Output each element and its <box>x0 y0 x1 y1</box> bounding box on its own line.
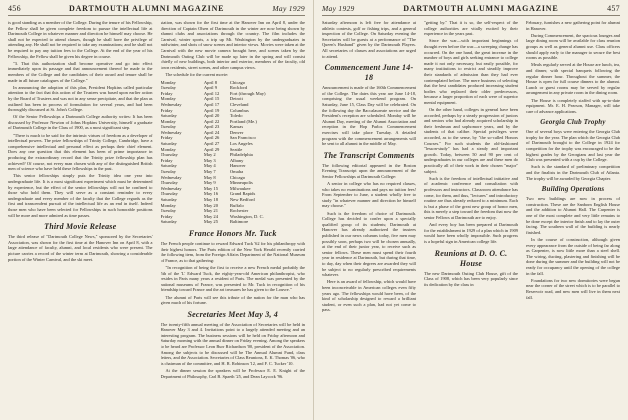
schedule-day: Wednesday <box>160 101 182 107</box>
schedule-city: San Francisco <box>229 135 256 141</box>
paragraph: And every boy has been prepared at Dartmouth for the establishment in 1929 of a plan which in 1909 would have been wholly impossible. Such progress is a hopeful sign in American college life. <box>424 222 518 244</box>
heading-secretaries: Secretaries Meet May 3, 4 <box>187 309 279 319</box>
right-running-head <box>322 4 620 16</box>
schedule-city: Washington, D. C. <box>229 213 264 219</box>
heading-reunions: Reunions at D. O. C. House <box>434 248 508 268</box>
schedule-date: April 8 <box>203 79 217 85</box>
paragraph: On the other hand, colleges in general have been accorded, perhaps by a steady progression of juniors and seniors who had already acquired scholarship in their freshman and sophomore years, and by the students of that calibre. Special privileges were accorded, as to the sense, by "the so-called Honors Courses." For such students the old-fashioned "lesson-study" has had a steady and important growth. Today, between 50 and 90 per cent of undergraduates in our colleges are and these men do practically all of their work in their chosen "major" subject. <box>424 107 518 174</box>
schedule-day: Thursday <box>160 152 178 158</box>
schedule-city: Fort (through May) <box>229 90 266 96</box>
heading-france-honors: France Honors Mr. Tuck <box>188 228 277 238</box>
paragraph: "getting by." That it is so, the self-respect of the college authorities are vitally excited by their experience in the years past. <box>424 20 518 37</box>
schedule-day: Wednesday <box>160 174 182 180</box>
paragraph: Such is the freedom of intellectual initiative and of academic conference and consultation with professors and instructors. Classroom attendance has come, for them, and thus, "lectures" and introductory routine are thus already reduced to a minimum. Each is but a phase of the great new group of honor men, this is merely a step toward the freedom that now the senior Fellows at Dartmouth are to enjoy. <box>424 175 518 220</box>
schedule-day: Monday <box>160 96 176 102</box>
schedule-day: Friday <box>160 90 173 96</box>
schedule-date: April 23 <box>203 124 220 130</box>
schedule-city: Toledo <box>229 113 243 119</box>
left-page-number: 456 <box>8 4 21 13</box>
schedule-day: Thursday <box>160 180 178 186</box>
schedule-date: May 20 <box>203 202 219 208</box>
schedule-date: May 16 <box>203 191 219 197</box>
right-page <box>314 0 628 420</box>
schedule-date: April 17 <box>203 101 220 107</box>
schedule-city: Chicago <box>229 174 246 180</box>
left-running-date: May 1929 <box>272 4 305 13</box>
paragraph: The following editorial appeared in the Boston Evening Transcript upon the announcement of the Senior Fellowships at Dartmouth College: <box>322 162 416 179</box>
schedule-date: April 20 <box>203 113 220 119</box>
schedule-day: Saturday <box>160 141 177 147</box>
schedule-city: Kansas <box>229 124 244 130</box>
paragraph: During Commencement, the spacious lounges and large dining room will be available for class reunion groups as well as general alumni use. Class officers should apply early to the manager to secure the best rooms as possible. <box>526 32 620 61</box>
paragraph: Such is the freedom of choice of Dartmouth. College has decided to confer upon a specially qualified group of its students; Dartmouth at Hanover has already authorized the trustees published in our news columns today, five men may possibly soon, perhaps two will be chosen annually, at the end of their junior year, to receive such as senior fellows. These men must spend their fourth year in residence at Dartmouth, but during that time, to day, day when their degrees are awarded they will be subject to no regularly prescribed requirements whatever. <box>322 210 416 278</box>
schedule-city: Milwaukee <box>229 185 251 191</box>
schedule-day: Saturday <box>160 197 177 202</box>
schedule-city: New Bedford <box>229 197 255 202</box>
paragraph: "3. That this authorization shall become operative and go into effect immediately upon its passage and that announcement thereof be made to the members of the College and the candidates of their award and tenure shall be made in all future catalogues of the College." <box>8 60 153 83</box>
left-columns <box>8 20 305 418</box>
paragraph: Foundations for two new dormitories were begun near the corner of the street which is to be parallel to Reservoir road, and new men will live in them next fall. <box>526 277 620 300</box>
schedule-day: Friday <box>160 107 173 113</box>
schedule-day: Thursday <box>160 191 178 197</box>
paragraph: February, furnishes a new gathering point for alumni in Hanover. <box>526 20 620 31</box>
paragraph: At the dinner session the speakers will be Professor E. E. Knight of the Department of Philosophy, Carl B. Spaeth '25, and Dean Laycock '96. <box>160 368 305 379</box>
schedule-city: Los Angeles <box>229 141 253 147</box>
schedule-date: April 9 <box>203 85 217 91</box>
schedule-intro: The schedule for the current movie: <box>165 71 229 77</box>
paragraph: The twenty-fifth annual meeting of the Association of Secretaries will be held in Hanover May 3 and 4. Invitations point to a largely attended meeting and an interesting program. The business sessions will be held on Friday afternoon and Saturday morning with the annual dinner on Friday evening. Among the speakers to be heard are Professor Leon Burr Richardson '00, president of the Association. Among the subjects to be discussed will be The Annual Alumni Fund, class letters, and the Association. Secretaries of Class Reunions, E. K. Thomas '06, who is chairman of the committee, and H. R. Robinson '12, and F. C. Tucker '10. <box>160 321 305 366</box>
paragraph: "In recognition of being the first to receive a new French medal probably the 5th of the 'L' Edward Tuck, the eighty-year-old American philanthropist, who resides in Paris many years a resident of Paris. The medal was presented by the national museums of France, was presented to Mr. Tuck in recognition of his friendship toward France and the art treasures he has given to the Louvre." <box>160 264 305 293</box>
heading-building: Building Operations <box>541 185 605 194</box>
schedule-date: May 18 <box>203 197 219 202</box>
heading-commencement: Commencement June 14-18 <box>324 63 414 83</box>
schedule-city: Buffalo <box>229 202 244 208</box>
schedule-date: April 19 <box>203 107 220 113</box>
schedule-date: May 24 <box>203 213 219 219</box>
left-column-1 <box>8 20 153 418</box>
schedule-date: May 25 <box>203 219 219 225</box>
left-column-2 <box>161 20 306 418</box>
schedule-day: Saturday <box>160 219 177 225</box>
schedule-city: Rochester <box>229 208 249 214</box>
schedule-day: Tuesday <box>160 169 176 175</box>
right-page-number: 457 <box>607 4 620 13</box>
schedule-city: Denver <box>229 129 244 135</box>
schedule-day: Saturday <box>160 163 177 169</box>
paragraph: The House is completely staffed with up-to-date equipment. Mr. E. H. Pearson, Manager, will take care of advance applications. <box>526 97 620 114</box>
schedule-date: May 15 <box>203 185 219 191</box>
schedule-date: May 8 <box>203 174 216 180</box>
right-columns <box>322 20 620 418</box>
heading-third-movie: Third Movie Release <box>44 222 117 232</box>
schedule-city: Omaha <box>229 169 244 175</box>
schedule-date: May 4 <box>203 163 216 169</box>
right-column-2 <box>424 20 518 418</box>
schedule-date: April 29 <box>203 146 220 152</box>
schedule-day: Tuesday <box>160 85 176 91</box>
right-running-title: DARTMOUTH ALUMNI MAGAZINE <box>403 4 559 13</box>
schedule-date: April 26 <box>203 135 220 141</box>
schedule-day: Monday <box>160 146 176 152</box>
paragraph: Here is an award of fellowship, which would have been inconceivable in American colleges even fifty years ago. The fellowships would have been, of the kind of scholarship designed to reward a brilliant student, or even such a plan, had not yet come to pass. <box>322 279 416 313</box>
heading-transcript: The Transcript Comments <box>323 150 415 160</box>
schedule-city: Philadelphia <box>229 152 253 158</box>
schedule-day: Friday <box>160 213 173 219</box>
schedule-day: Saturday <box>160 113 177 119</box>
schedule-city: Grand Rapids <box>229 191 256 197</box>
schedule-city: Detroit <box>229 96 243 102</box>
paragraph: A senior in college who has no required classes, who takes no examinations and pays no tuition fees! From September to June, a student wholly free to study "in whatever manner and direction he himself may choose." <box>322 181 416 209</box>
schedule-date: May 9 <box>203 180 216 186</box>
right-column-1 <box>322 20 416 418</box>
left-running-title: DARTMOUTH ALUMNI MAGAZINE <box>69 4 225 13</box>
schedule-city: Portland (Me.) <box>229 118 257 124</box>
heading-georgia: Georgia Club Trophy <box>540 118 606 127</box>
schedule-table <box>161 80 306 225</box>
schedule-day: Wednesday <box>160 129 182 135</box>
schedule-day: Wednesday <box>160 185 182 191</box>
paragraph: The alumni of Paris will see this tribute of the nation for the man who has given much of his fortune. <box>160 294 305 306</box>
schedule-row <box>161 219 306 225</box>
paragraph: One of several boys were entering the Georgia Club trophy for the year. The plan which the Georgia Club of Dartmouth brought to the College in 1924 for competition for the trophy was encouraged to be the highest grades by the Georgians and last year the Club was presented with a cup by the College. <box>526 129 620 163</box>
paragraph: Announcement is made of the 160th Commencement of the College. The dates this year are June 14-18, comprising the usual weekend program. On Saturday, June 15, Class Day will be celebrated. On the following day the Baccalaureate service and the President's reception are scheduled. Monday will be Alumni Day, meeting of the Alumni Association and reception in the Hop Parlor. Commencement exercises will take place Tuesday. A detailed program with the commencement arrangements will be sent to all alumni in the middle of May. <box>322 85 416 147</box>
schedule-city: Albany <box>229 157 244 163</box>
paragraph: station, was shown for the first time at the Hanover Inn on April 8, under the direction of Captain Olsen of Dartmouth in the winter are now being shown by alumni clubs and associations through the country. The film includes the Carnival, winter sports, a trip up Mt. Washington by the undergraduates in midwinter, and shots of snow scenes and interior views. Movies were taken at the Carnival with the new movie camera brought here, and scenes taken by the Dartmouth Outing Club will be made up later in the spring and will consist chiefly of new buildings, both interior and exterior, members of the faculty, old town residents, street scenes, and other campus views. <box>160 20 305 70</box>
schedule-date: May 21 <box>203 208 219 214</box>
right-column-3 <box>526 20 620 418</box>
paragraph: The third release of "Dartmouth College News," sponsored by the Secretaries' Association, was shown for the first time at the Hanover Inn on April 8, with a large attendance of faculty, alumni, and local residents who were present. The picture carries a record of the winter term at Dartmouth, showing a considerable portion of the Winter Carnival, and the ski meet. <box>8 234 153 262</box>
schedule-city: Hanover <box>229 163 246 169</box>
schedule-date: April 24 <box>203 129 220 135</box>
paragraph: The French people continue to reward Edward Tuck '62 for his philanthropy with their highest honors. The Paris edition of the New York Herald recently carried the following item, from the Foreign Affairs Department of the National Museum of France, as to that gathering: <box>160 240 305 263</box>
schedule-city: Rockford <box>229 85 248 91</box>
paragraph: In announcing the adoption of this plan, President Hopkins called particular attention to the fact that this action of the Trustees was based upon earlier action by the Board of Trustees and was not in any sense precipitate, and that the plan as outlined has been in process of formulation for several years, and had been thoroughly discussed at St. John's College. <box>8 84 153 113</box>
schedule-date: May 3 <box>203 157 216 163</box>
paragraph: is good standing as a member of the College. During the tenure of his Fellowship, the Fellow shall be given complete freedom to pursue the intellectual life at Dartmouth College in whatever manner and direction he himself may choose. He shall not be expected to attend classes, though he shall have the privilege of attending any. He shall not be required to take any examinations; and he shall not be required to pay any tuition fees to the College. At the end of the year of his Fellowship, the Fellow shall be given his degree in course. <box>8 20 153 59</box>
paragraph: This senior fellowships simply puts the Trinity idea one year into undergraduate life. It is a most significant experiment which must be determined by experience, but the effect of the senior fellowships will not be confined to those who hold them. They will serve as a constant reminder to every undergraduate and every member of the faculty that the College regards as the first and transcendent pursuit of the intellectual life as an end in itself. Indeed those men who have been selected for Fellowships in such honorable positions will be more and more admired as time passes. <box>8 173 153 218</box>
schedule-city: Columbus <box>229 107 249 113</box>
schedule-date: May 7 <box>203 169 216 175</box>
paragraph: The new Dartmouth Outing Club House, gift of the Class of 1908, which has been very popularly since its dedication by the class in <box>424 270 518 287</box>
schedule-date: April 27 <box>203 141 220 147</box>
schedule-date: May 2 <box>203 152 216 158</box>
right-running-date: May 1929 <box>322 4 355 13</box>
schedule-date: April 12 <box>203 90 220 96</box>
schedule-city: Seattle <box>229 146 243 152</box>
paragraph: Saturday afternoon is left free for attendance at athletic contests, golf or fishing trips, and a general inspection of the College. On Saturday evening the Secretaries will be guests at a performance of "The Queen's Husband" given by the Dartmouth Players. All secretaries of classes and associations are urged to attend. <box>322 20 416 59</box>
paragraph: Of the Senior Fellowships a Dartmouth College authority writes: It has been discussed by Professor Newton of Johns Hopkins University, himself a graduate of Dartmouth College in the Class of 1900, as a most significant step. <box>8 114 153 131</box>
left-running-head <box>8 4 305 16</box>
schedule-day: Tuesday <box>160 208 176 214</box>
paragraph: "There is much to be said for the intrinsic virtues of freedom as a developer of intellectual powers. The prize fellowships of Trinity College, Cambridge, have a comprehensive intellectual and personal effect as perhaps their chief element. Does any one question that this element has been of prime importance in producing the extraordinary record that the Trinity prize fellowship plan has achieved? Of course, not every man chosen with any of the distinguished British men of science who have held these fellowships in the past. <box>8 132 153 172</box>
paragraph: In the course of construction, although given every appearance from the outside of being far along as Carpenter, is now little more than a steel shell. The wiring, ducting, plastering and finishing will be done during the summer and the building will not be ready for occupancy until the opening of the college in the fall. <box>526 236 620 276</box>
schedule-city: Baltimore <box>229 219 249 225</box>
schedule-city: Chicago <box>229 79 246 85</box>
schedule-day: Friday <box>160 157 173 163</box>
paragraph: Since the war—with important beginnings of thought even before the war—a sweeping change has occurred. On the one hand, the great increase in the number of boys and girls seeking entrance to college made it not only necessary, but easily possible, for many institutions to restrict and steadily improve their standards of admission than they had ever contemplated before. The mere business of selecting that the best candidates produced increasing student bodies who replaced their older predecessors, because a larger proportion of each were of superior mental equipment. <box>424 38 518 105</box>
paragraph: Two new buildings are now in process of construction. These are the Sanborn English House and the addition to Alumni Hall. The Carpenter is one of the most complete and very little remains to be done except the interior finish and to lay the outer facing. The southern wall of the building is nearly finished. <box>526 196 620 235</box>
schedule-day: Friday <box>160 135 173 141</box>
paragraph: Such is the standard of preliminary competition and the finalists in the Dartmouth Club of Atlanta. The trophy will be awarded by Georgia Chapter. <box>526 164 620 181</box>
schedule-date: April 15 <box>203 96 220 102</box>
schedule-date: April 22 <box>203 118 220 124</box>
schedule-city: Cleveland <box>229 101 249 107</box>
paragraph: Meals regularly served at the House are lunch, tea, and dinner, with special banquets following the regular dinner hour. Throughout the summer, the House is open for full course dinners to the alumni. Lunch or guest rooms may be served by regular arrangement in any private room in the dining room. <box>526 62 620 96</box>
schedule-city: Minneapolis <box>229 180 253 186</box>
schedule-day: Tuesday <box>160 124 176 130</box>
schedule-day: Monday <box>160 118 176 124</box>
schedule-day: Monday <box>160 79 176 85</box>
schedule-day: Monday <box>160 202 176 208</box>
